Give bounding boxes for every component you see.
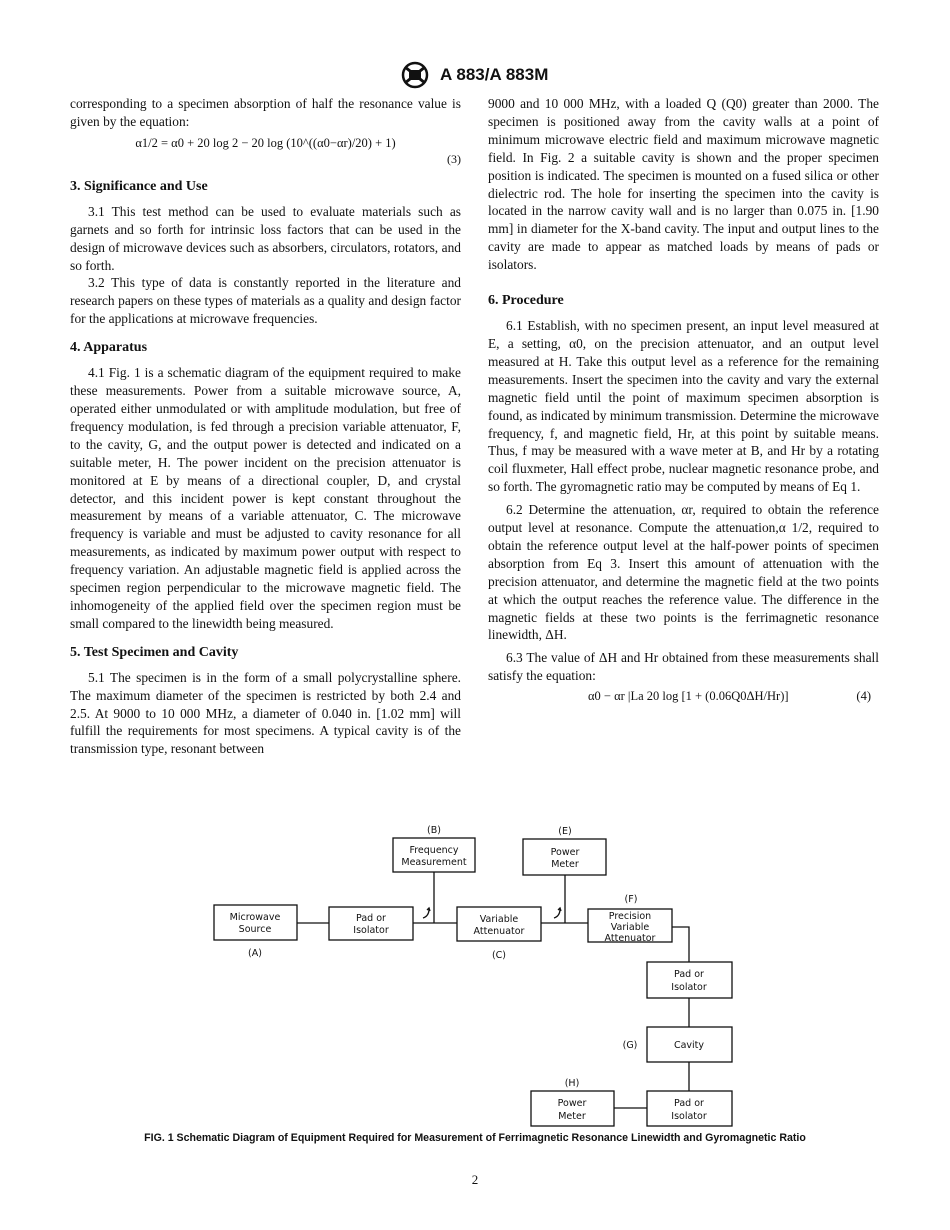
box-label: Attenuator bbox=[604, 933, 656, 944]
label-c: (C) bbox=[491, 950, 507, 961]
box-label: Microwave bbox=[229, 912, 281, 923]
box-label: Power bbox=[557, 1098, 587, 1109]
label-b: (B) bbox=[427, 825, 441, 836]
box-label: Variable bbox=[610, 922, 650, 933]
box-label: Isolator bbox=[353, 925, 389, 936]
box-label: Isolator bbox=[671, 982, 707, 993]
box-label: Attenuator bbox=[473, 926, 525, 937]
box-label: Variable bbox=[479, 914, 519, 925]
box-label: Frequency bbox=[409, 845, 459, 856]
section-heading-5: 5. Test Specimen and Cavity bbox=[70, 644, 239, 660]
intro-paragraph: corresponding to a specimen absorption of half the resonance value is given by the equation: bbox=[70, 96, 461, 129]
label-h: (H) bbox=[564, 1078, 580, 1089]
paragraph-6-3: 6.3 The value of ΔH and Hr obtained from these measurements shall satisfy the equation: bbox=[488, 650, 879, 684]
box-label: Pad or bbox=[674, 969, 704, 980]
box-label: Measurement bbox=[401, 857, 467, 868]
paragraph-5-1: 5.1 The specimen is in the form of a small polycrystalline sphere. The maximum diameter of the specimen is restricted by both 2.4 and 2.5. At 9000 to 10 000 MHz, a diameter of 0.040 in. [1.02 mm] will fulfill the requirements for most specimens. A typical cavity is of the transmission type, resonant between bbox=[70, 669, 461, 757]
paragraph-3-1: 3.1 This test method can be used to evaluate materials such as garnets and so forth for intrinsic loss factors that can be used in the design of microwave devices such as absorbers, circulators, rotators, and so forth. bbox=[70, 203, 461, 273]
section-heading-4: 4. Apparatus bbox=[70, 340, 148, 356]
label-f: (F) bbox=[624, 894, 638, 905]
figure-caption: FIG. 1 Schematic Diagram of Equipment Required for Measurement of Ferrimagnetic Resonance Linewidth and Gyromagnetic Ratio bbox=[144, 1132, 806, 1144]
paragraph-4-1: 4.1 Fig. 1 is a schematic diagram of the equipment required to make these measurements. Power from a suitable microwave source, A, operated either unmodulated or with amplitude modulation, but free of frequency modulation, is fed through a precision variable attenuator, F, to the cavity, G, and the output power is detected and indicated on a suitable meter, H. The power incident on the precision attenuator is monitored at E by means of a directional coupler, D, and crystal detector, and this incident power is kept constant throughout the measurement by means of a variable attenuator, C. The microwave frequency is variable and must be adjusted to cavity resonance for all measurements, as indicated by maximum power output with respect to frequency variation. An adjustable magnetic field is applied across the specimen region perpendicular to the microwave magnetic field. The inhomogeneity of the applied field over the specimen region must be small compared to the linewidth being measured. bbox=[70, 365, 461, 631]
label-a: (A) bbox=[248, 948, 262, 959]
box-label: Isolator bbox=[671, 1111, 707, 1122]
box-label: Pad or bbox=[674, 1098, 704, 1109]
label-g: (G) bbox=[622, 1040, 638, 1051]
equation-3-number: (3) bbox=[447, 151, 461, 166]
box-label: Meter bbox=[558, 1111, 586, 1122]
section-heading-6: 6. Procedure bbox=[488, 293, 564, 309]
equation-3-formula: α1/2 = α0 + 20 log 2 − 20 log (10^((α0−αr)/20) + 1) bbox=[135, 135, 396, 150]
paragraph-5-1-continued: 9000 and 10 000 MHz, with a loaded Q (Q0) greater than 2000. The specimen is positioned away from the cavity walls at a point of minimum microwave electric field and maximum microwave magnetic field. In Fig. 2 a suitable cavity is shown and the proper specimen position is indicated. The specimen is mounted on a fused silica or other dielectric rod. The hole for inserting the specimen into the cavity is located in the narrow cavity wall and is no larger than 0.075 in. [1.90 mm] in diameter for the X-band cavity. The input and output lines to the cavity are made to appear as matched loads by means of pads or isolators. bbox=[488, 96, 879, 273]
paragraph-3-2: 3.2 This type of data is constantly reported in the literature and research papers on these types of materials as a quality and design factor for the applications at microwave frequencies. bbox=[70, 275, 461, 327]
box-label: Power bbox=[550, 847, 580, 858]
box-label: Source bbox=[238, 924, 272, 935]
box-label: Meter bbox=[551, 859, 579, 870]
equation-4-formula: α0 − αr |La 20 log [1 + (0.06Q0ΔH/Hr)] bbox=[588, 689, 789, 704]
paragraph-6-2: 6.2 Determine the attenuation, αr, required to obtain the reference output level at resonance. Compute the attenuation,α 1/2, required to obtain the reference output level at the half-power points of specimen absorption from Eq 3. Insert this amount of attenuation with the precision attenuator, and determine the magnetic field at the two points at which the output reaches the reference value. The difference in the magnetic fields at these two points is the ferrimagnetic resonance linewidth, ΔH. bbox=[488, 502, 879, 643]
page-number: 2 bbox=[471, 1172, 479, 1187]
equation-4-number: (4) bbox=[856, 689, 871, 704]
section-heading-3: 3. Significance and Use bbox=[70, 178, 208, 194]
box-label: Cavity bbox=[673, 1040, 705, 1051]
label-e: (E) bbox=[558, 826, 572, 837]
box-label: Precision bbox=[608, 911, 652, 922]
paragraph-6-1: 6.1 Establish, with no specimen present, an input level measured at E, a setting, α0, on the precision attenuator, and an output level measured at H. Take this output level as a reference for the remaining measurements. Insert the specimen into the cavity and vary the external magnetic field until the point of maximum specimen absorption is found, as indicated by minimum transmission. Determine the microwave frequency, f, and magnetic field, Hr, at this point by suitable means. Thus, f may be measured with a wave meter at B, and Hr by a rotating coil fluxmeter, Hall effect probe, nuclear magnetic resonance probe, and so forth. The gyromagnetic ratio may be computed by means of Eq 1. bbox=[488, 318, 879, 495]
standard-designation: A 883/A 883M bbox=[440, 65, 549, 84]
box-label: Pad or bbox=[356, 913, 386, 924]
